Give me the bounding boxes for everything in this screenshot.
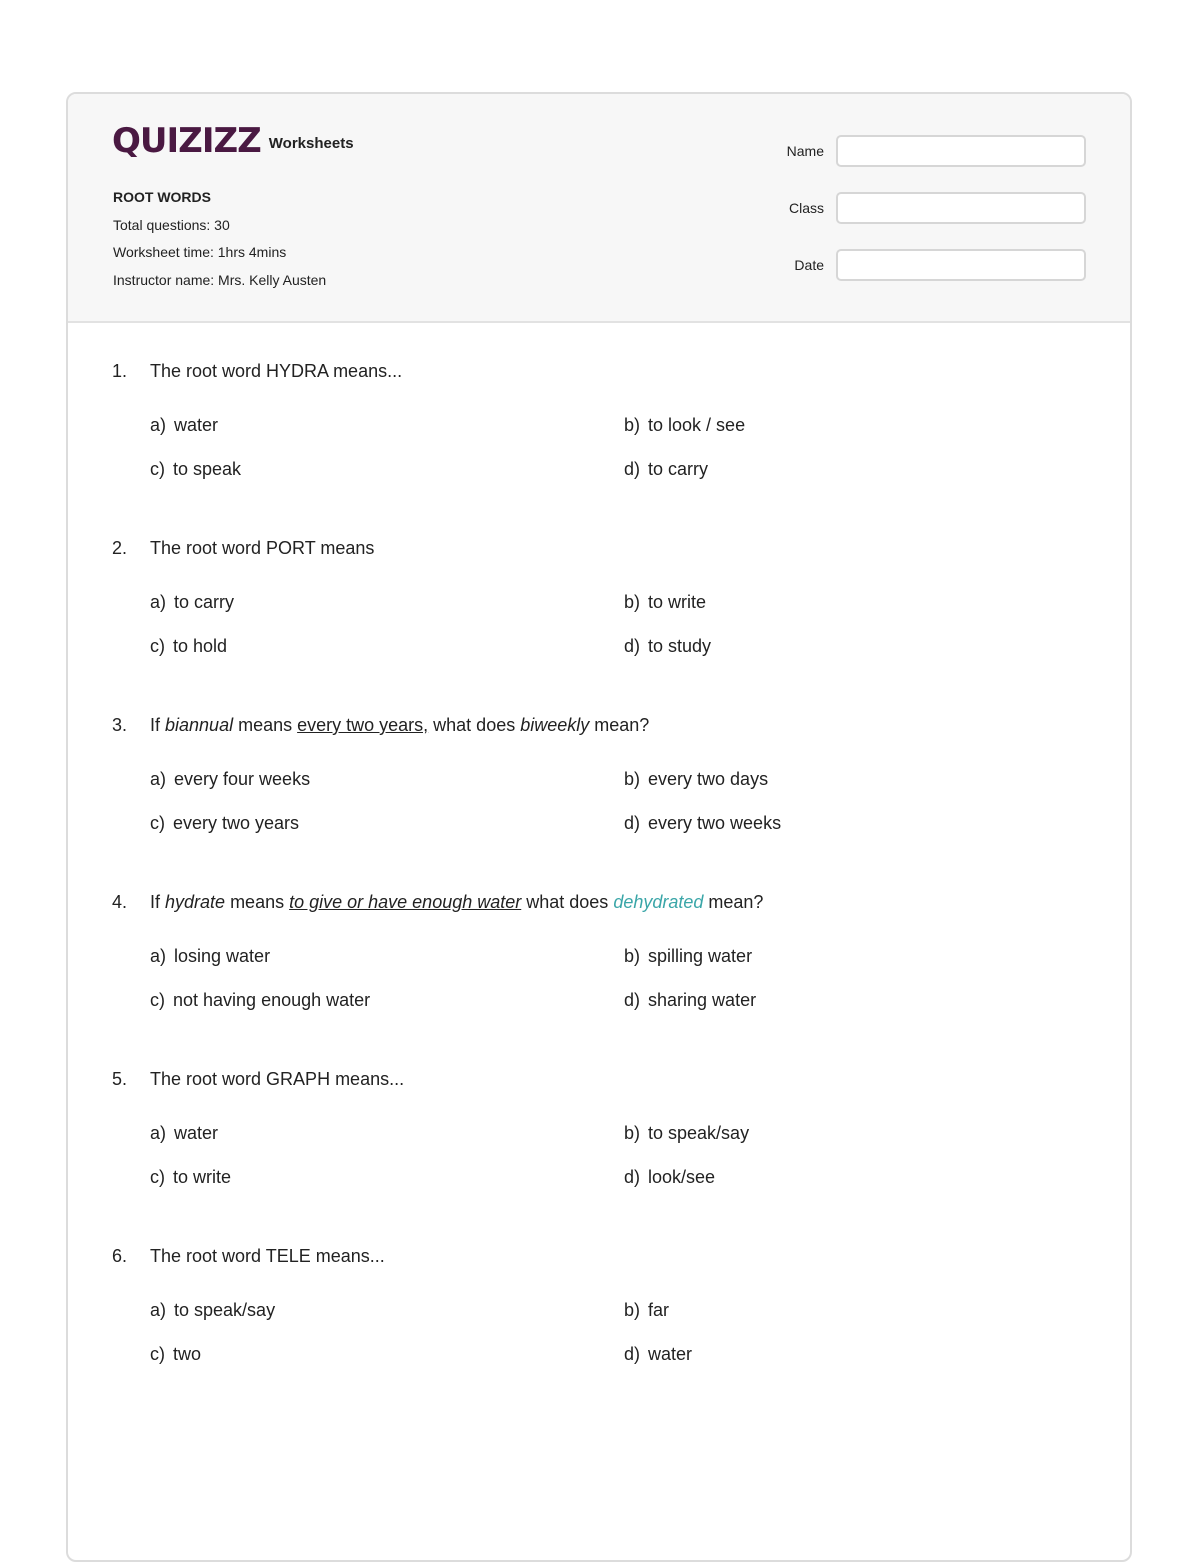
worksheet-time: Worksheet time: 1hrs 4mins	[113, 244, 287, 260]
option-d[interactable]	[624, 634, 711, 658]
option-a[interactable]	[150, 944, 270, 968]
option-text: to carry	[648, 459, 709, 479]
option-a[interactable]	[150, 1298, 275, 1322]
question-text	[150, 890, 763, 916]
answer-options	[150, 590, 1092, 680]
text-part: mean?	[589, 715, 650, 735]
name-row	[787, 134, 1086, 168]
emphasized-word: biannual	[165, 715, 234, 735]
text-part: If	[150, 892, 166, 912]
option-letter: a)	[150, 415, 167, 435]
text-part: If	[150, 715, 166, 735]
option-text: to speak	[173, 459, 242, 479]
text-part: means	[233, 715, 298, 735]
option-a[interactable]	[150, 590, 234, 614]
option-text: every two years	[173, 813, 300, 833]
option-text: to speak/say	[648, 1123, 750, 1143]
option-letter: a)	[150, 1123, 167, 1143]
option-text: every two days	[648, 769, 769, 789]
option-text: far	[648, 1300, 670, 1320]
question-5	[112, 1067, 1092, 1244]
option-text: sharing water	[648, 990, 757, 1010]
class-label: Class	[788, 200, 824, 216]
option-letter: d)	[624, 1167, 641, 1187]
option-c[interactable]	[150, 457, 241, 481]
question-2	[112, 536, 1092, 713]
option-b[interactable]	[624, 944, 752, 968]
option-c[interactable]	[150, 811, 299, 835]
name-label: Name	[786, 143, 824, 159]
date-label: Date	[794, 257, 824, 273]
option-b[interactable]	[624, 590, 706, 614]
question-4	[112, 890, 1092, 1067]
option-text: to write	[648, 592, 707, 612]
option-letter: c)	[150, 636, 165, 656]
question-number: 4.	[112, 892, 128, 912]
option-text: water	[174, 1123, 219, 1143]
question-number: 1.	[112, 361, 128, 381]
question-1	[112, 359, 1092, 536]
question-text: The root word HYDRA means...	[150, 361, 403, 381]
option-text: water	[648, 1344, 693, 1364]
text-part: what does	[428, 715, 521, 735]
option-text: water	[174, 415, 219, 435]
name-field[interactable]	[836, 135, 1086, 167]
quizizz-logo: QUIZIZZ	[112, 121, 261, 161]
option-b[interactable]	[624, 767, 768, 791]
worksheet-header	[68, 94, 1130, 323]
option-d[interactable]	[624, 1342, 692, 1366]
question-list	[112, 359, 1092, 1421]
option-text: to hold	[173, 636, 228, 656]
option-text: to carry	[174, 592, 235, 612]
question-3	[112, 713, 1092, 890]
option-text: to study	[648, 636, 712, 656]
option-letter: c)	[150, 990, 165, 1010]
option-letter: b)	[624, 592, 641, 612]
text-part: means	[225, 892, 290, 912]
option-letter: d)	[624, 990, 641, 1010]
student-fields	[787, 134, 1086, 305]
option-c[interactable]	[150, 1342, 201, 1366]
option-letter: c)	[150, 813, 165, 833]
emphasized-word: hydrate	[165, 892, 226, 912]
option-d[interactable]	[624, 1165, 715, 1189]
option-text: spilling water	[648, 946, 753, 966]
question-text: The root word TELE means...	[150, 1246, 385, 1266]
text-part: mean?	[703, 892, 764, 912]
logo-tag: Worksheets	[268, 135, 354, 152]
option-a[interactable]	[150, 1121, 218, 1145]
brand	[112, 121, 354, 161]
option-text: two	[173, 1344, 202, 1364]
option-text: not having enough water	[173, 990, 371, 1010]
answer-options	[150, 1298, 1092, 1388]
date-row	[787, 248, 1086, 282]
option-a[interactable]	[150, 413, 218, 437]
answer-options	[150, 767, 1092, 857]
option-d[interactable]	[624, 988, 756, 1012]
option-letter: d)	[624, 1344, 641, 1364]
option-letter: b)	[624, 1123, 641, 1143]
worksheet	[66, 92, 1132, 1562]
option-letter: c)	[150, 1167, 165, 1187]
option-letter: b)	[624, 1300, 641, 1320]
option-b[interactable]	[624, 413, 745, 437]
option-letter: a)	[150, 769, 167, 789]
option-letter: a)	[150, 946, 167, 966]
answer-options	[150, 944, 1092, 1034]
question-6	[112, 1244, 1092, 1421]
question-number: 2.	[112, 538, 128, 558]
option-letter: d)	[624, 459, 641, 479]
option-letter: c)	[150, 459, 165, 479]
question-number: 5.	[112, 1069, 128, 1089]
option-letter: b)	[624, 769, 641, 789]
question-number: 3.	[112, 715, 128, 735]
option-d[interactable]	[624, 457, 708, 481]
option-letter: b)	[624, 415, 641, 435]
question-number: 6.	[112, 1246, 128, 1266]
option-c[interactable]	[150, 634, 227, 658]
option-letter: d)	[624, 813, 641, 833]
class-row	[787, 191, 1086, 225]
option-text: every two weeks	[648, 813, 782, 833]
option-text: losing water	[174, 946, 271, 966]
question-text: The root word GRAPH means...	[150, 1069, 405, 1089]
worksheet-meta	[113, 184, 326, 294]
class-field[interactable]	[836, 192, 1086, 224]
option-text: to look / see	[648, 415, 746, 435]
option-b[interactable]	[624, 1298, 669, 1322]
option-text: to write	[173, 1167, 232, 1187]
question-text	[150, 713, 649, 739]
option-c[interactable]	[150, 988, 370, 1012]
option-c[interactable]	[150, 1165, 231, 1189]
option-letter: d)	[624, 636, 641, 656]
answer-options	[150, 413, 1092, 503]
worksheet-title: ROOT WORDS	[113, 189, 211, 205]
underlined-phrase: to give or have enough water	[289, 892, 522, 912]
instructor-name: Instructor name: Mrs. Kelly Austen	[113, 271, 327, 288]
option-letter: a)	[150, 592, 167, 612]
option-letter: c)	[150, 1344, 165, 1364]
underlined-phrase: every two years,	[297, 715, 429, 735]
option-text: every four weeks	[174, 769, 311, 789]
highlighted-word: dehydrated	[613, 892, 704, 912]
text-part: what does	[521, 892, 614, 912]
answer-options	[150, 1121, 1092, 1211]
total-questions: Total questions: 30	[113, 216, 230, 233]
date-field[interactable]	[836, 249, 1086, 281]
option-b[interactable]	[624, 1121, 749, 1145]
option-d[interactable]	[624, 811, 781, 835]
emphasized-word: biweekly	[520, 715, 590, 735]
option-letter: b)	[624, 946, 641, 966]
option-text: to speak/say	[174, 1300, 276, 1320]
option-a[interactable]	[150, 767, 310, 791]
option-text: look/see	[648, 1167, 716, 1187]
question-text: The root word PORT means	[150, 538, 375, 558]
option-letter: a)	[150, 1300, 167, 1320]
